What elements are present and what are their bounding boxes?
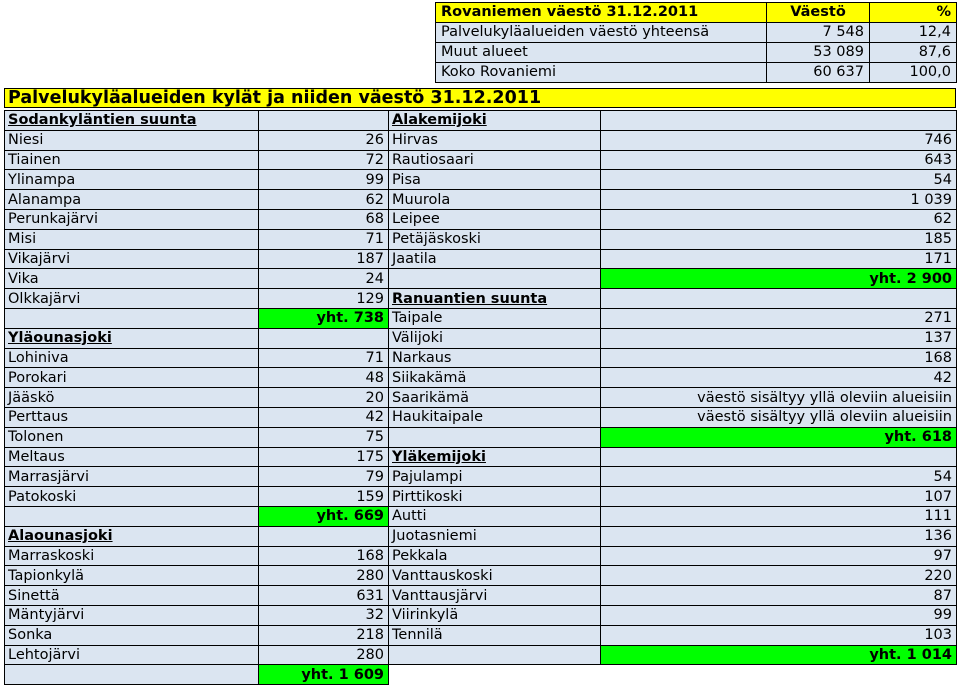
table-row: [5, 269, 957, 289]
village-population: väestö sisältyy yllä oleviin alueisiin: [601, 388, 957, 408]
village-name: Niesi: [5, 130, 259, 150]
village-name: Petäjäskoski: [389, 229, 601, 249]
section-heading: Yläkemijoki: [389, 447, 601, 467]
table-row: [5, 546, 957, 566]
village-population: [259, 328, 389, 348]
village-population: [601, 289, 957, 309]
table-row: [5, 665, 957, 685]
table-row: [5, 407, 957, 427]
village-population: 32: [259, 605, 389, 625]
village-name: [389, 645, 601, 665]
village-population: 72: [259, 150, 389, 170]
village-population: 99: [259, 170, 389, 190]
village-population: 187: [259, 249, 389, 269]
village-name: Misi: [5, 229, 259, 249]
page-title: Palvelukyläalueiden kylät ja niiden väestö 31.12.2011: [4, 88, 956, 108]
village-population: 280: [259, 645, 389, 665]
village-name: Marraskoski: [5, 546, 259, 566]
summary-population: 7 548: [767, 22, 870, 42]
summary-body: [436, 3, 957, 83]
village-population: 75: [259, 427, 389, 447]
village-population: 20: [259, 388, 389, 408]
table-row: [5, 388, 957, 408]
village-name: [5, 506, 259, 526]
village-population: 62: [259, 190, 389, 210]
village-name: Olkkajärvi: [5, 289, 259, 309]
section-total: yht. 1 014: [601, 645, 957, 665]
table-row: [5, 566, 957, 586]
village-name: Perunkajärvi: [5, 209, 259, 229]
summary-area-name: Muut alueet: [436, 42, 767, 62]
village-name: Jääskö: [5, 388, 259, 408]
village-population: 185: [601, 229, 957, 249]
section-heading: Yläounasjoki: [5, 328, 259, 348]
summary-area-name: Palvelukyläalueiden väestö yhteensä: [436, 22, 767, 42]
village-population: 42: [601, 368, 957, 388]
village-population: 280: [259, 566, 389, 586]
village-name: Ylinampa: [5, 170, 259, 190]
village-name: Meltaus: [5, 447, 259, 467]
table-row: [5, 526, 957, 546]
village-population: 129: [259, 289, 389, 309]
village-name: Siikakämä: [389, 368, 601, 388]
section-total: yht. 669: [259, 506, 389, 526]
village-population: 42: [259, 407, 389, 427]
section-total: yht. 1 609: [259, 665, 389, 685]
village-name: Narkaus: [389, 348, 601, 368]
table-row: [5, 506, 957, 526]
summary-percent: 100,0: [870, 62, 957, 82]
table-row: [5, 170, 957, 190]
village-population: 103: [601, 625, 957, 645]
summary-area-name: Koko Rovaniemi: [436, 62, 767, 82]
village-name: Hirvas: [389, 130, 601, 150]
village-name: Autti: [389, 506, 601, 526]
village-name: Lohiniva: [5, 348, 259, 368]
village-population: 87: [601, 586, 957, 606]
village-population: 68: [259, 209, 389, 229]
village-name: Mäntyjärvi: [5, 605, 259, 625]
village-name: Marrasjärvi: [5, 467, 259, 487]
village-name: Perttaus: [5, 407, 259, 427]
village-population: 136: [601, 526, 957, 546]
table-row: [5, 328, 957, 348]
village-population: 643: [601, 150, 957, 170]
village-population: 26: [259, 130, 389, 150]
village-name: Välijoki: [389, 328, 601, 348]
section-heading: Sodankyläntien suunta: [5, 111, 259, 131]
village-name: [5, 308, 259, 328]
village-population: 62: [601, 209, 957, 229]
village-name: Saarikämä: [389, 388, 601, 408]
section-total: yht. 738: [259, 308, 389, 328]
village-name: [5, 665, 259, 685]
village-name: Taipale: [389, 308, 601, 328]
table-row: [5, 427, 957, 447]
village-name: Sinettä: [5, 586, 259, 606]
table-row: [5, 249, 957, 269]
summary-population: 53 089: [767, 42, 870, 62]
village-population: 171: [601, 249, 957, 269]
table-row: [5, 625, 957, 645]
summary-population: 60 637: [767, 62, 870, 82]
table-row: [5, 348, 957, 368]
village-name: Pisa: [389, 170, 601, 190]
section-total: yht. 618: [601, 427, 957, 447]
village-name: Sonka: [5, 625, 259, 645]
village-population: väestö sisältyy yllä oleviin alueisiin: [601, 407, 957, 427]
table-row: [5, 229, 957, 249]
village-population: [601, 111, 957, 131]
village-table-body: [5, 111, 957, 685]
village-name: Tennilä: [389, 625, 601, 645]
village-population-table: [4, 110, 957, 685]
table-row: [5, 209, 957, 229]
village-name: Vanttauskoski: [389, 566, 601, 586]
summary-header-percent: %: [870, 3, 957, 23]
village-population: 48: [259, 368, 389, 388]
section-heading: Alakemijoki: [389, 111, 601, 131]
village-name: Lehtojärvi: [5, 645, 259, 665]
table-row: [5, 130, 957, 150]
summary-percent: 12,4: [870, 22, 957, 42]
table-row: [5, 289, 957, 309]
table-row: [5, 467, 957, 487]
village-name: Leipee: [389, 209, 601, 229]
village-name: Patokoski: [5, 487, 259, 507]
village-name: [389, 427, 601, 447]
village-name: Vikajärvi: [5, 249, 259, 269]
table-row: [5, 368, 957, 388]
village-name: Pekkala: [389, 546, 601, 566]
village-population: 137: [601, 328, 957, 348]
village-name: Pirttikoski: [389, 487, 601, 507]
village-name: Tolonen: [5, 427, 259, 447]
empty-cell: [601, 665, 957, 685]
village-population: 218: [259, 625, 389, 645]
table-row: [5, 190, 957, 210]
village-name: Vika: [5, 269, 259, 289]
village-name: Vanttausjärvi: [389, 586, 601, 606]
village-population: 168: [259, 546, 389, 566]
village-population: [259, 526, 389, 546]
summary-header-title: Rovaniemen väestö 31.12.2011: [436, 3, 767, 23]
table-row: [5, 447, 957, 467]
village-population: 54: [601, 467, 957, 487]
section-heading: Alaounasjoki: [5, 526, 259, 546]
village-population: 746: [601, 130, 957, 150]
village-population: 175: [259, 447, 389, 467]
village-population: 71: [259, 229, 389, 249]
summary-header-population: Väestö: [767, 3, 870, 23]
village-population: [601, 447, 957, 467]
village-name: Alanampa: [5, 190, 259, 210]
village-population: 168: [601, 348, 957, 368]
table-row: [5, 605, 957, 625]
table-row: [5, 150, 957, 170]
summary-row: [436, 22, 957, 42]
village-population: 24: [259, 269, 389, 289]
empty-cell: [389, 665, 601, 685]
section-heading: Ranuantien suunta: [389, 289, 601, 309]
table-row: [5, 308, 957, 328]
table-row: [5, 487, 957, 507]
table-row: [5, 111, 957, 131]
village-name: Muurola: [389, 190, 601, 210]
village-population: 97: [601, 546, 957, 566]
village-name: Jaatila: [389, 249, 601, 269]
village-name: Juotasniemi: [389, 526, 601, 546]
village-population: [259, 111, 389, 131]
village-population: 71: [259, 348, 389, 368]
village-population: 220: [601, 566, 957, 586]
village-population: 271: [601, 308, 957, 328]
village-population: 99: [601, 605, 957, 625]
village-name: [389, 269, 601, 289]
village-population: 111: [601, 506, 957, 526]
summary-row: [436, 62, 957, 82]
village-name: Haukitaipale: [389, 407, 601, 427]
village-name: Tiainen: [5, 150, 259, 170]
summary-header-row: [436, 3, 957, 23]
summary-row: [436, 42, 957, 62]
table-row: [5, 645, 957, 665]
village-population: 107: [601, 487, 957, 507]
village-name: Rautiosaari: [389, 150, 601, 170]
population-summary-table: [435, 2, 957, 83]
village-name: Porokari: [5, 368, 259, 388]
village-population: 54: [601, 170, 957, 190]
summary-percent: 87,6: [870, 42, 957, 62]
village-name: Pajulampi: [389, 467, 601, 487]
village-name: Viirinkylä: [389, 605, 601, 625]
village-population: 1 039: [601, 190, 957, 210]
village-population: 631: [259, 586, 389, 606]
village-name: Tapionkylä: [5, 566, 259, 586]
village-population: 79: [259, 467, 389, 487]
village-population: 159: [259, 487, 389, 507]
table-row: [5, 586, 957, 606]
section-total: yht. 2 900: [601, 269, 957, 289]
